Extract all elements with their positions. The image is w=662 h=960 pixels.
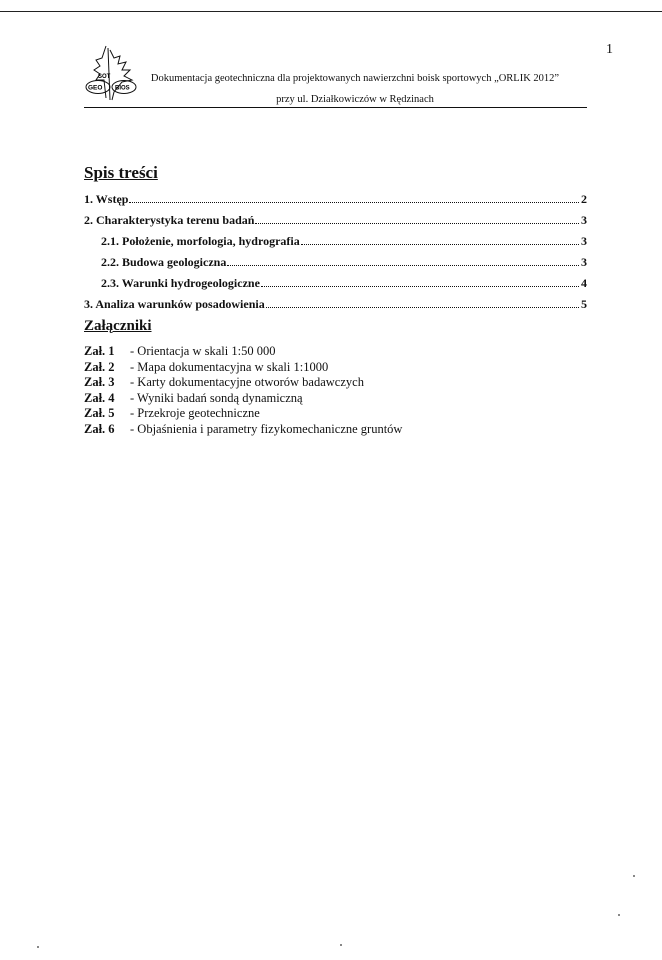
attachment-description: - Orientacja w skali 1:50 000 <box>130 344 276 358</box>
attachment-code: Zał. 5 <box>84 406 115 420</box>
toc-entry <box>84 276 587 297</box>
scan-speck <box>633 875 635 877</box>
attachment-code: Zał. 1 <box>84 344 115 358</box>
attachment-code: Zał. 6 <box>84 421 115 436</box>
toc-leader-dots <box>261 286 579 287</box>
toc-entry <box>84 255 587 276</box>
attachment-code: Zał. 3 <box>84 375 115 389</box>
attachment-item <box>84 406 402 422</box>
toc-entry-page: 3 <box>581 213 587 227</box>
attachment-code: Zał. 2 <box>84 359 115 374</box>
toc-entry-page: 5 <box>581 297 587 311</box>
attachment-item <box>84 391 402 407</box>
attachment-description: - Objaśnienia i parametry fizykomechaniczne gruntów <box>130 421 403 436</box>
toc-entry-page: 3 <box>581 234 587 248</box>
logo-left-text: GEO <box>88 84 103 92</box>
toc-entry-label: 2. Charakterystyka terenu badań <box>84 213 255 227</box>
logo-right-text: BIOS <box>115 85 130 92</box>
scan-speck <box>618 914 620 916</box>
scan-speck <box>37 946 39 948</box>
toc-leader-dots <box>255 223 579 224</box>
toc-leader-dots <box>266 307 579 308</box>
scan-top-edge-line <box>0 11 662 12</box>
toc-entry <box>84 297 587 318</box>
attachment-item <box>84 422 402 438</box>
toc-entry <box>84 192 587 213</box>
logo-top-text: SOT <box>98 74 111 80</box>
toc-entry-page: 4 <box>581 276 587 290</box>
toc-leader-dots <box>301 244 579 245</box>
attachments-list <box>84 344 402 437</box>
geo-bios-logo <box>84 44 140 102</box>
toc-title: Spis treści <box>84 163 158 182</box>
attachment-description: - Mapa dokumentacyjna w skali 1:1000 <box>130 359 329 374</box>
toc-entry-page: 3 <box>581 255 587 269</box>
table-of-contents <box>84 192 587 318</box>
attachment-description: - Przekroje geotechniczne <box>130 406 260 420</box>
header-line-1: Dokumentacja geotechniczna dla projektowanych nawierzchni boisk sportowych „ORLIK 2012” <box>150 73 560 84</box>
toc-entry-label: 2.3. Warunki hydrogeologiczne <box>101 276 260 290</box>
page-number: 1 <box>606 42 613 57</box>
toc-entry-label: 2.2. Budowa geologiczna <box>101 255 227 269</box>
header-line-2: przy ul. Działkowiczów w Rędzinach <box>276 94 434 105</box>
toc-leader-dots <box>227 265 579 266</box>
toc-entry-label: 2.1. Położenie, morfologia, hydrografia <box>101 234 300 248</box>
attachment-description: - Karty dokumentacyjne otworów badawczych <box>130 375 364 389</box>
attachment-item <box>84 344 402 360</box>
toc-entry <box>84 213 587 234</box>
attachment-item <box>84 375 402 391</box>
attachment-item <box>84 360 402 376</box>
toc-entry <box>84 234 587 255</box>
scan-speck <box>340 944 342 946</box>
document-header <box>150 68 560 110</box>
attachment-description: - Wyniki badań sondą dynamiczną <box>130 390 303 405</box>
toc-entry-page: 2 <box>581 192 587 206</box>
toc-leader-dots <box>129 202 579 203</box>
attachment-code: Zał. 4 <box>84 390 115 405</box>
toc-entry-label: 1. Wstęp <box>84 192 129 206</box>
header-divider <box>84 107 587 108</box>
toc-entry-label: 3. Analiza warunków posadowienia <box>84 297 265 311</box>
attachments-title: Załączniki <box>84 318 152 334</box>
